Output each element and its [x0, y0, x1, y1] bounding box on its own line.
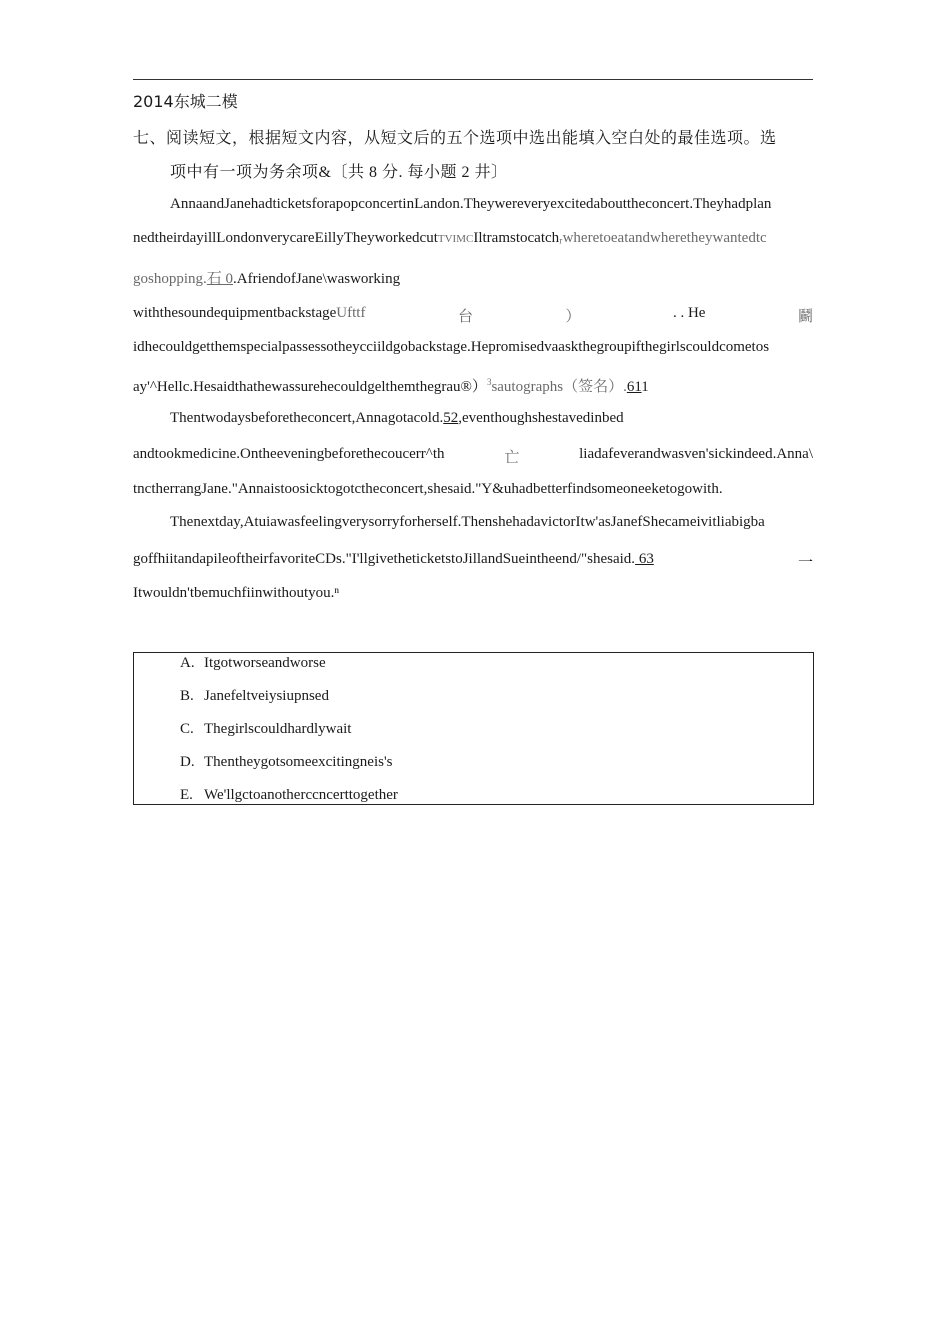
- passage-line: Thentwodaysbeforetheconcert,Annagotacold.52,eventhoughshestavedinbed: [170, 410, 624, 426]
- passage-line: Thenextday,Atuiawasfeelingverysorryforherself.ThenshehadavictorItw'asJanefShecameivitliabigba: [170, 514, 765, 530]
- passage-line: nedtheirdayillLondonverycareEillyTheyworkedcutTVIMCIltramstocatchᵣwheretoeatandwheretheywantedtc: [133, 230, 767, 246]
- passage-line: goshopping.石 0.AfriendofJane\wasworking: [133, 271, 401, 287]
- instruction-line-2: 项中有一项为务余项&〔共 8 分. 每小题 2 井〕: [170, 164, 508, 181]
- exam-header: 2014东城二模: [133, 92, 238, 111]
- passage-line: AnnaandJanehadticketsforapopconcertinLandon.Theywereveryexcitedabouttheconcert.Theyhadplan: [170, 196, 772, 212]
- passage-line: ay'^Hellc.Hesaidthathewassurehecouldgelthemthegrau®）$^3$sautographs（签名）.611: [133, 377, 649, 395]
- border-mark: [133, 736, 134, 752]
- top-rule: [133, 79, 813, 80]
- passage-line: andtookmedicine.Ontheeveningbeforethecoucerr^th 亡 liadafeverandwasven'sickindeed.Anna\: [133, 446, 813, 466]
- passage-line: Itwouldn'tbemuchfiinwithoutyou.ⁿ: [133, 585, 340, 601]
- passage-line: goffhiitandapileoftheirfavoriteCDs."I'llgivetheticketstoJillandSueintheend/"shesaid. 63 一: [133, 551, 813, 571]
- instruction: [133, 122, 815, 190]
- option-b: B. Janefeltveiysiupnsed: [180, 688, 329, 704]
- blank-60: 石 0: [206, 271, 234, 287]
- passage-line: withthesoundequipmentbackstageUfttf 台 ） . . He 鬬: [133, 305, 813, 325]
- border-mark: [133, 703, 134, 719]
- border-mark: [133, 769, 134, 785]
- blank-61: 61: [626, 379, 642, 395]
- option-e: E. We'llgctoanotherccncerttogether: [180, 787, 398, 803]
- instruction-line-1: 七、阅读短文，根据短文内容，从短文后的五个选项中选出能填入空白处的最佳选项。选: [133, 130, 777, 147]
- blank-63: 63: [635, 551, 654, 567]
- passage-line: tnctherrangJane."Annaistoosicktogotctheconcert,shesaid."Y&uhadbetterfindsomeoneeketogowith.: [133, 481, 723, 497]
- option-c: C. Thegirlscouldhardlywait: [180, 721, 352, 737]
- option-d: D. Thentheygotsomeexcitingneis's: [180, 754, 393, 770]
- option-a: A. Itgotworseandworse: [180, 655, 326, 671]
- blank-62: 52: [443, 410, 459, 426]
- options-box: [133, 652, 814, 805]
- passage-line: idhecouldgetthemspecialpassessotheycciildgobackstage.Hepromisedvaaskthegroupifthegirlscouldcometos: [133, 339, 770, 355]
